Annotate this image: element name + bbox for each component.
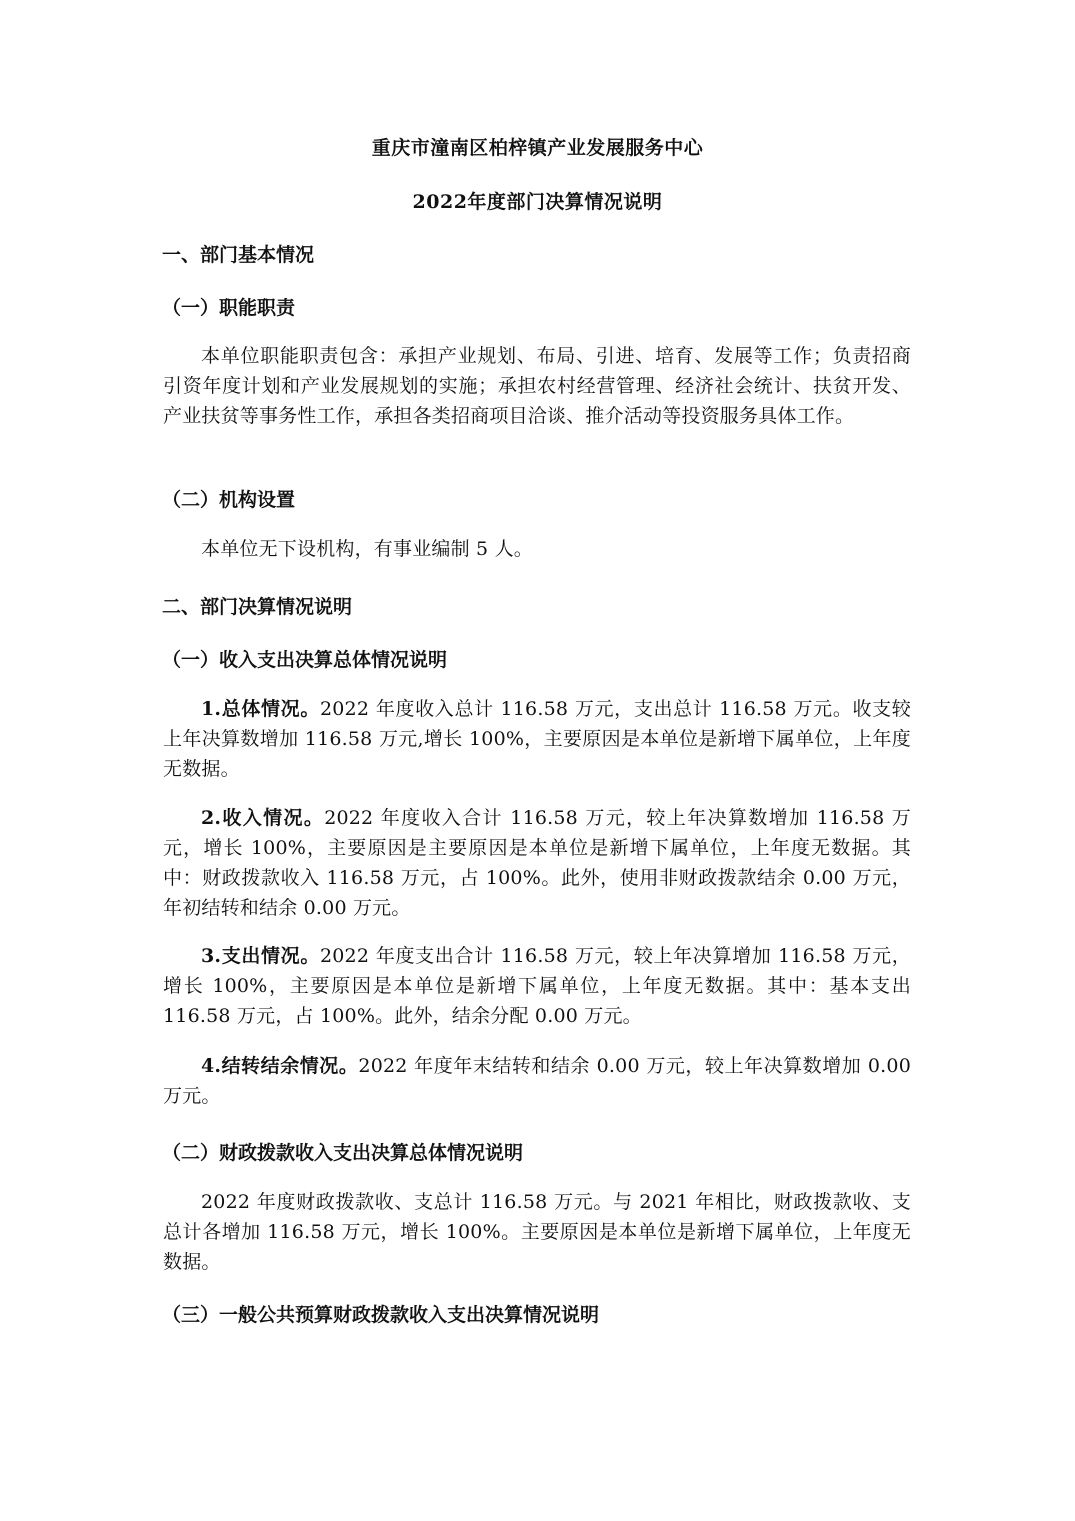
paragraph-fiscal-allocation: 2022 年度财政拨款收、支总计 116.58 万元。与 2021 年相比，财政拨款收、支总计各增加 116.58 万元，增长 100%。主要原因是本单位是新增下属单位，上年度无数据。 <box>163 1191 911 1273</box>
paragraph-lead: 1.总体情况。 <box>201 698 320 720</box>
subheading-general-public-budget: （三）一般公共预算财政拨款收入支出决算情况说明 <box>162 1304 600 1326</box>
paragraph-carryover <box>163 1051 911 1111</box>
paragraph-lead: 4.结转结余情况。 <box>201 1055 359 1077</box>
paragraph-lead: 2.收入情况。 <box>201 807 325 829</box>
section-heading-final-accounts: 二、部门决算情况说明 <box>162 596 353 618</box>
paragraph-duties: 本单位职能职责包含：承担产业规划、布局、引进、培育、发展等工作；负责招商引资年度计划和产业发展规划的实施；承担农村经营管理、经济社会统计、扶贫开发、产业扶贫等事务性工作，承担各类招商项目洽谈、推介活动等投资服务具体工作。 <box>163 345 911 427</box>
paragraph-body: 2022 年度收入合计 116.58 万元，较上年决算数增加 116.58 万元，增长 100%，主要原因是主要原因是本单位是新增下属单位，上年度无数据。其中：财政拨款收入 116.58 万元，占 100%。此外，使用非财政拨款结余 0.00 万元，年初结转和结余 0.00 万元。 <box>163 807 911 919</box>
paragraph-body: 2022 年度收入总计 116.58 万元，支出总计 116.58 万元。收支较上年决算数增加 116.58 万元,增长 100%，主要原因是本单位是新增下属单位，上年度无数据。 <box>163 698 911 780</box>
subheading-duties: （一）职能职责 <box>162 297 296 319</box>
document-subtitle: 2022年度部门决算情况说明 <box>412 191 663 213</box>
paragraph-lead: 3.支出情况。 <box>201 945 320 967</box>
subheading-fiscal-allocation-overview: （二）财政拨款收入支出决算总体情况说明 <box>162 1142 524 1164</box>
document-title: 重庆市潼南区柏梓镇产业发展服务中心 <box>371 137 704 159</box>
paragraph-body: 2022 年度支出合计 116.58 万元，较上年决算增加 116.58 万元，增长 100%，主要原因是本单位是新增下属单位，上年度无数据。其中：基本支出 116.58 万元，占 100%。此外，结余分配 0.00 万元。 <box>163 945 911 1027</box>
subheading-income-expense-overview: （一）收入支出决算总体情况说明 <box>162 649 448 671</box>
subheading-organization: （二）机构设置 <box>162 489 296 511</box>
paragraph-organization: 本单位无下设机构，有事业编制 5 人。 <box>201 538 533 560</box>
paragraph-body: 2022 年度年末结转和结余 0.00 万元，较上年决算数增加 0.00 万元。 <box>163 1055 912 1107</box>
section-heading-basic-info: 一、部门基本情况 <box>162 244 315 266</box>
paragraph-overall <box>163 694 911 784</box>
paragraph-expense <box>163 941 911 1031</box>
paragraph-income <box>163 803 911 923</box>
